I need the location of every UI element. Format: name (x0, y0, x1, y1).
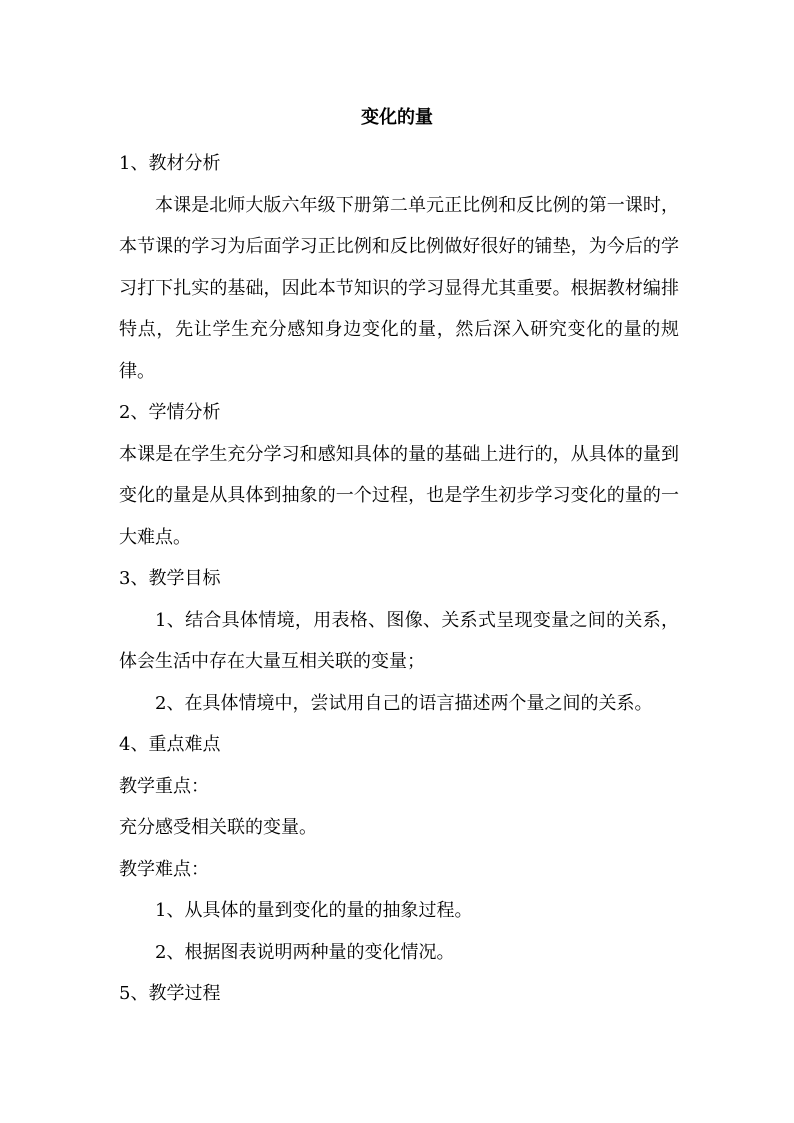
paragraph-textbook-analysis: 本课是北师大版六年级下册第二单元正比例和反比例的第一课时，本节课的学习为后面学习正比例和反比例做好很好的铺垫，为今后的学习打下扎实的基础，因此本节知识的学习显得尤其重要。根据教材编排特点，先让学生充分感知身边变化的量，然后深入研究变化的量的规律。 (119, 194, 679, 382)
paragraph-student-analysis: 本课是在学生充分学习和感知具体的量的基础上进行的，从具体的量到变化的量是从具体到抽象的一个过程，也是学生初步学习变化的量的一大难点。 (119, 443, 679, 548)
label-teaching-focus: 教学重点： (119, 775, 209, 797)
heading-student-analysis: 2、学情分析 (119, 402, 221, 423)
goal-item-1: 1、结合具体情境，用表格、图像、关系式呈现变量之间的关系，体会生活中存在大量互相关联的变量； (119, 609, 679, 672)
text-teaching-focus: 充分感受相关联的变量。 (119, 817, 317, 838)
heading-textbook-analysis: 1、教材分析 (119, 153, 221, 174)
goal-item-2: 2、在具体情境中，尝试用自己的语言描述两个量之间的关系。 (155, 692, 653, 714)
heading-teaching-process: 5、教学过程 (119, 983, 221, 1004)
heading-key-points: 4、重点难点 (119, 734, 221, 755)
difficulty-item-2: 2、根据图表说明两种量的变化情况。 (155, 941, 455, 963)
difficulty-item-1: 1、从具体的量到变化的量的抽象过程。 (155, 900, 473, 921)
document-title: 变化的量 (361, 107, 433, 128)
document-body (119, 143, 679, 1015)
heading-teaching-goals: 3、教学目标 (119, 568, 221, 589)
label-teaching-difficulty: 教学难点： (119, 858, 209, 880)
